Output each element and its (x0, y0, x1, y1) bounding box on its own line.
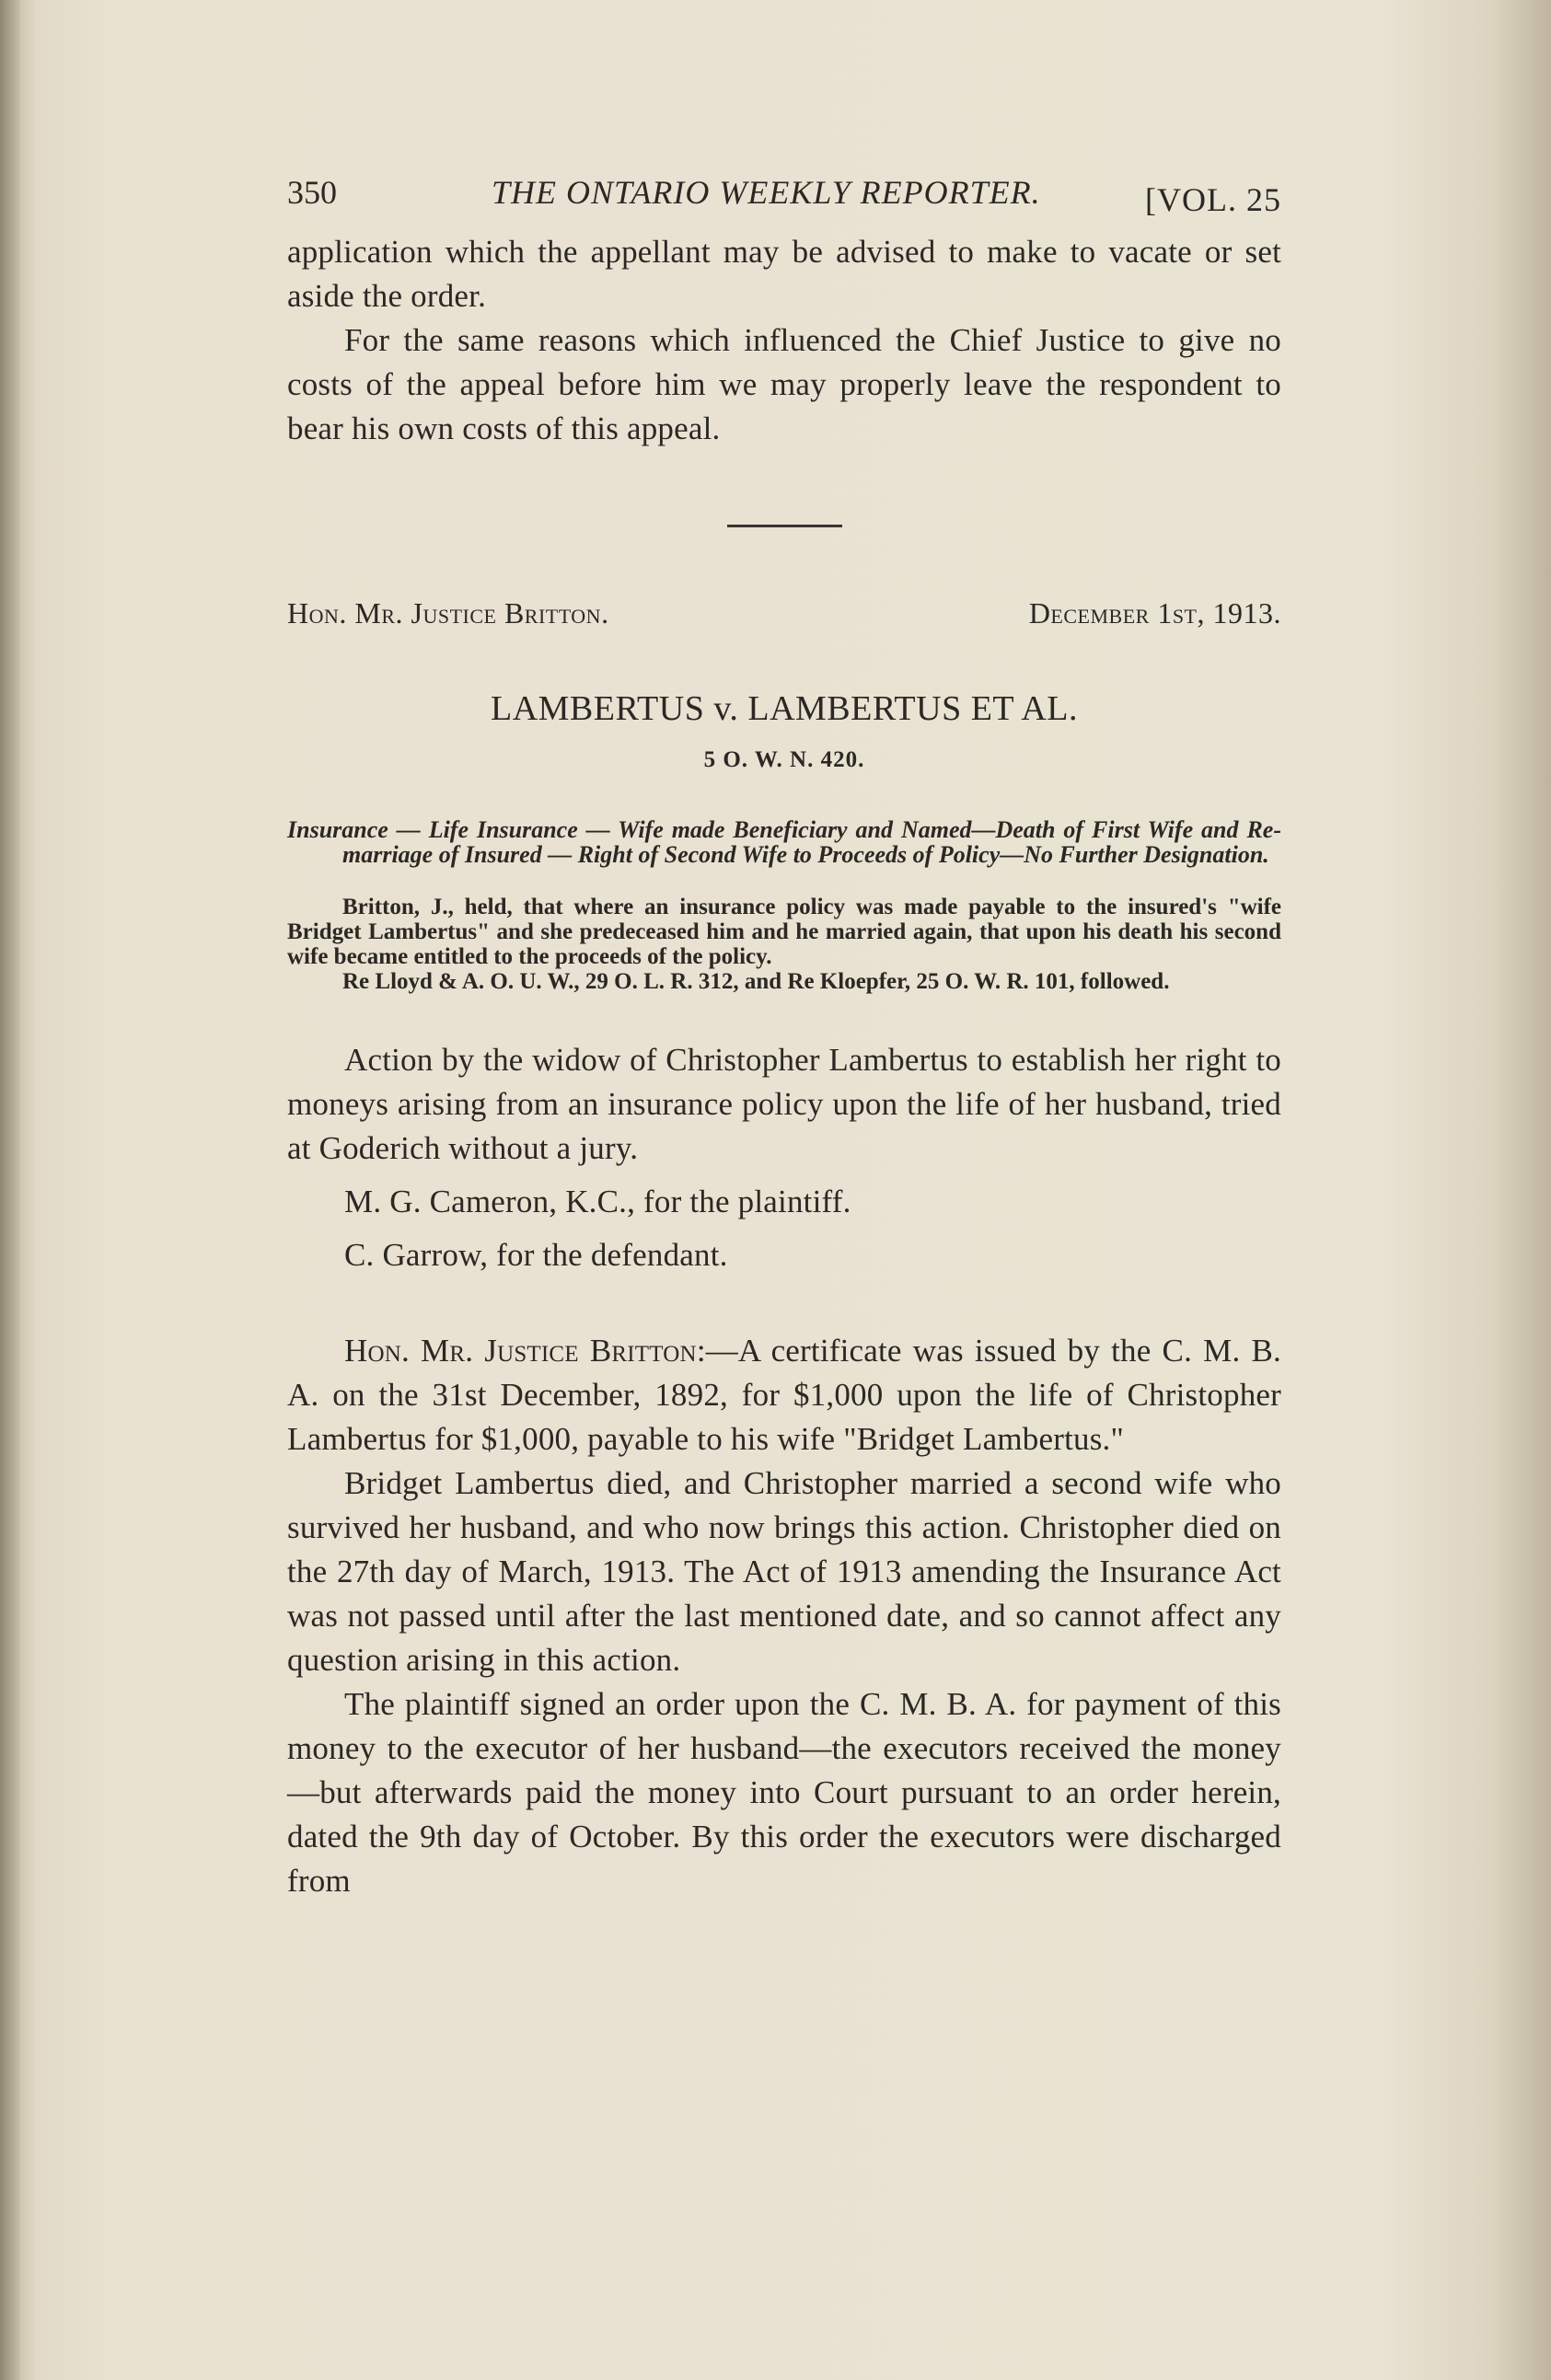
judgment-paragraph: Bridget Lambertus died, and Christopher married a second wife who survived her husband, and who now brings this action. Christopher died on the 27th day of March, 1913. The Act of 1913 amending the Insurance Act was not passed until after the last mentioned date, and so cannot affect any question arising in this action. (287, 1465, 1281, 1678)
headnote-paragraph: Britton, J., held, that where an insurance policy was made payable to the insured's "wife Bridget Lambertus" and she predeceased him and he married again, that upon his death his second wife became entitled to the proceeds of the policy. (287, 895, 1281, 969)
page-number: 350 (287, 174, 337, 211)
court-line (287, 596, 1281, 642)
decision-date: December 1st, 1913. (1028, 596, 1281, 630)
case-title: LAMBERTUS v. LAMBERTUS ET AL. (490, 689, 1079, 728)
section-divider (727, 525, 842, 527)
paragraph: Action by the widow of Christopher Lambertus to establish her right to moneys arising from an insurance policy upon the life of her husband, tried at Goderich without a jury. (287, 1042, 1281, 1166)
judge-name: Hon. Mr. Justice Britton. (287, 596, 609, 630)
judgment-paragraph (287, 1329, 1281, 1462)
paragraph: For the same reasons which influenced the Chief Justice to give no costs of the appeal before him we may properly leave the respondent to bear his own costs of this appeal. (287, 322, 1281, 446)
journal-title: THE ONTARIO WEEKLY REPORTER. (492, 174, 1041, 211)
main-text (287, 1038, 1281, 1903)
catchwords: Insurance — Life Insurance — Wife made Beneficiary and Named—Death of First Wife and Re-marriage of Insured — Right of Second Wife to Proceeds of Policy—No Further Designation. (287, 816, 1281, 868)
volume-label: [VOL. 25 (1145, 181, 1281, 218)
case-citation: 5 O. W. N. 420. (703, 747, 865, 772)
paragraph: application which the appellant may be advised to make to vacate or set aside the order. (287, 234, 1281, 314)
judgment-speaker: Hon. Mr. Justice Britton (344, 1333, 697, 1369)
headnote-paragraph: Re Lloyd & A. O. U. W., 29 O. L. R. 312, and Re Kloepfer, 25 O. W. R. 101, followed. (342, 969, 1170, 994)
headnote (287, 895, 1281, 994)
counsel-line: M. G. Cameron, K.C., for the plaintiff. (344, 1184, 851, 1219)
text-column (287, 166, 1281, 1903)
judgment-text: :—A certificate was issued by the C. M. B. A. on the 31st December, 1892, for $1,000 upon the life of Christopher Lambertus for $1,000, payable to his wife "Bridget Lambertus." (287, 1333, 1281, 1457)
book-spine-shadow (0, 0, 20, 2380)
counsel-line: C. Garrow, for the defendant. (344, 1237, 728, 1273)
running-header (287, 166, 1281, 230)
judgment-paragraph: The plaintiff signed an order upon the C. M. B. A. for payment of this money to the executor of her husband—the executors received the money—but afterwards paid the money into Court pursuant to an order herein, dated the 9th day of October. By this order the executors were discharged from (287, 1686, 1281, 1899)
